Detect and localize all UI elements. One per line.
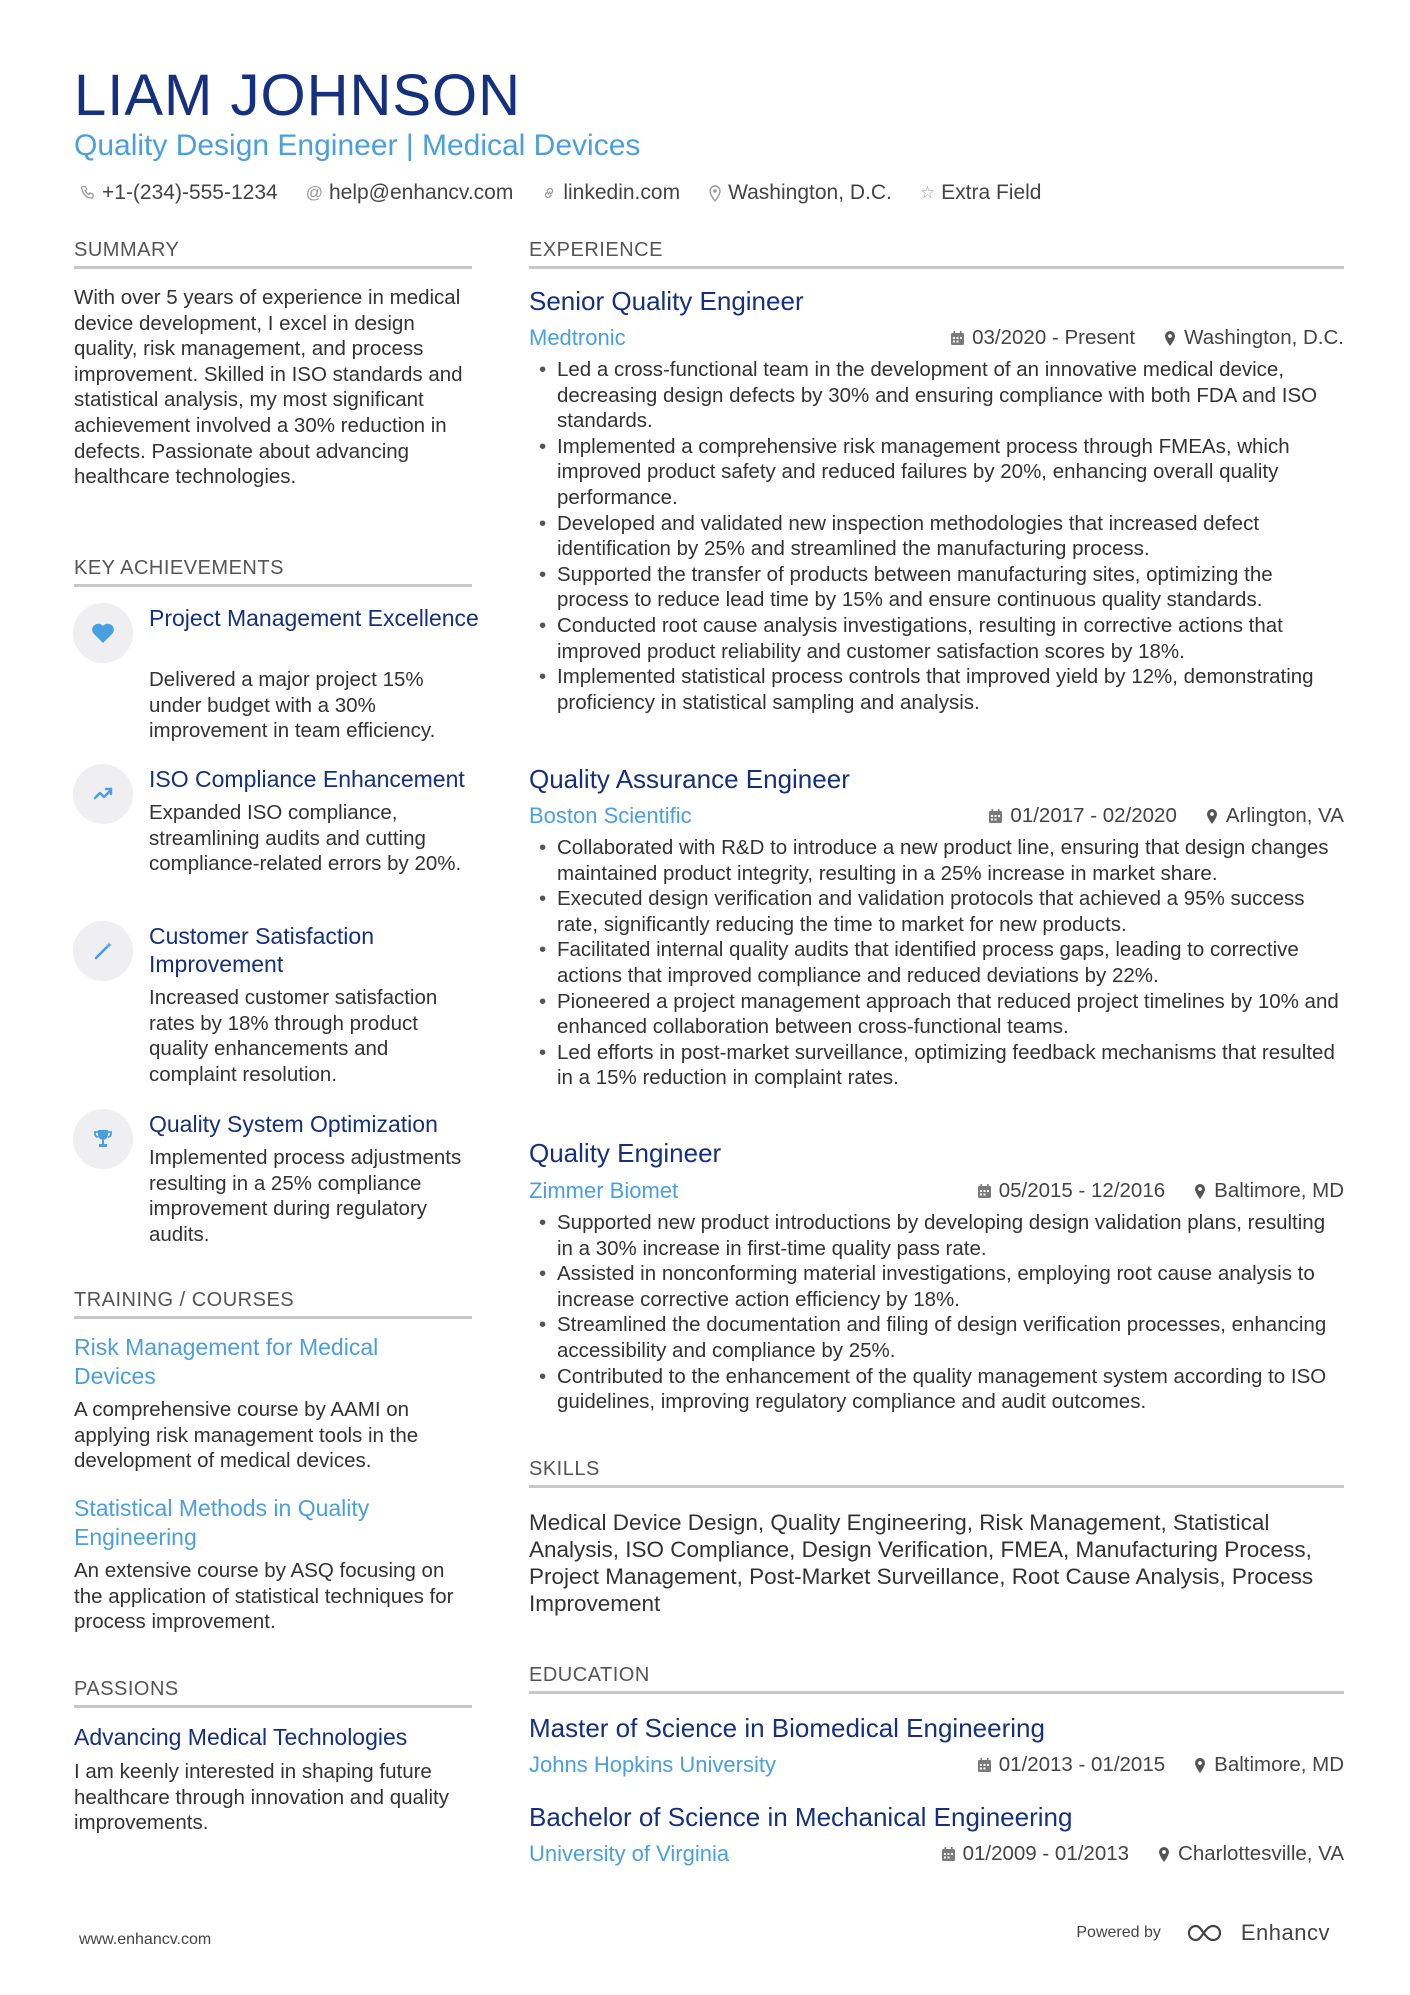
- job-company: Zimmer Biomet: [529, 1178, 679, 1203]
- candidate-headline: Quality Design Engineer | Medical Devices: [74, 129, 641, 162]
- education-dates: 01/2013 - 01/2015: [998, 1753, 1166, 1776]
- job-title: Senior Quality Engineer: [529, 286, 804, 316]
- education-location: Baltimore, MD: [1214, 1753, 1344, 1776]
- training-heading: TRAINING / COURSES: [74, 1289, 472, 1319]
- achievements-heading: KEY ACHIEVEMENTS: [74, 557, 472, 587]
- job-bullet: • Facilitated internal quality audits that identified process gaps, leading to corrective actions that improved compliance and reduced deviations by 22%.: [529, 937, 1339, 988]
- school-name: Johns Hopkins University: [529, 1752, 776, 1777]
- job-bullet: • Streamlined the documentation and filing of design verification processes, enhancing accessibility and compliance by 25%.: [529, 1312, 1339, 1363]
- calendar-icon: [988, 808, 1003, 824]
- trophy-icon: [73, 1109, 133, 1169]
- calendar-icon: [950, 330, 965, 346]
- star-icon: ☆: [919, 183, 936, 202]
- job-dates: 05/2015 - 12/2016: [998, 1179, 1166, 1202]
- skills-text: Medical Device Design, Quality Engineering, Risk Management, Statistical Analysis, ISO Compliance, Design Verification, FMEA, Manufacturing Process, Project Management, Post-Market Surveillance, Root Cause Analysis, Process Improvement: [529, 1510, 1314, 1616]
- achievement-title: Project Management Excellence: [149, 605, 479, 631]
- job-meta: [950, 324, 1344, 352]
- passions-heading: PASSIONS: [74, 1678, 472, 1708]
- job-bullet: • Assisted in nonconforming material investigations, employing root cause analysis to increase corrective action efficiency by 18%.: [529, 1261, 1339, 1312]
- job-dates: 01/2017 - 02/2020: [1010, 804, 1177, 827]
- candidate-name: LIAM JOHNSON: [74, 63, 522, 128]
- passion-desc: I am keenly interested in shaping future healthcare through innovation and quality improvements.: [74, 1760, 449, 1835]
- course-title: Statistical Methods in Quality Engineering: [74, 1495, 370, 1550]
- contact-location-text: Washington, D.C.: [728, 181, 892, 204]
- passion-title: Advancing Medical Technologies: [74, 1724, 408, 1750]
- location-icon: [1193, 1757, 1207, 1774]
- job-bullet: • Led a cross-functional team in the development of an innovative medical device, decreasing design defects by 30% and ensuring compliance with both FDA and ISO standards.: [529, 357, 1339, 434]
- enhancv-logo-icon: [1185, 1921, 1231, 1945]
- course-desc: A comprehensive course by AAMI on applying risk management tools in the development of medical devices.: [74, 1398, 419, 1473]
- job-bullet: • Conducted root cause analysis investigations, resulting in corrective actions that improved product reliability and customer satisfaction scores by 18%.: [529, 613, 1339, 664]
- job-meta: [977, 1177, 1344, 1205]
- trend-icon: [73, 764, 133, 824]
- job-dates: 03/2020 - Present: [972, 326, 1136, 349]
- location-icon: [708, 185, 722, 202]
- achievement-desc: Implemented process adjustments resulting in a 25% compliance improvement during regulatory audits.: [149, 1146, 462, 1246]
- job-bullets: [529, 1210, 1339, 1415]
- at-icon: @: [305, 183, 323, 202]
- location-icon: [1157, 1846, 1171, 1863]
- powered-by-text: Powered by: [1076, 1924, 1161, 1941]
- achievement-title: ISO Compliance Enhancement: [149, 766, 465, 792]
- contact-email[interactable]: [306, 181, 514, 205]
- location-icon: [1193, 1183, 1207, 1200]
- heart-icon: [73, 603, 133, 663]
- course-title: Risk Management for Medical Devices: [74, 1334, 379, 1389]
- job-bullets: [529, 835, 1339, 1091]
- education-dates: 01/2009 - 01/2013: [962, 1842, 1130, 1865]
- job-meta: [988, 802, 1344, 830]
- contact-extra: [920, 181, 1042, 205]
- degree-title: Master of Science in Biomedical Engineering: [529, 1713, 1045, 1743]
- job-bullet: • Pioneered a project management approach that reduced project timelines by 10% and enhanced collaboration between cross-functional teams.: [529, 989, 1339, 1040]
- job-bullet: • Executed design verification and validation protocols that achieved a 95% success rate, significantly reducing the time to market for new products.: [529, 886, 1339, 937]
- contact-phone[interactable]: [80, 181, 278, 205]
- job-bullets: [529, 357, 1339, 715]
- achievement-desc: Increased customer satisfaction rates by 18% through product quality enhancements and complaint resolution.: [149, 986, 438, 1086]
- brand-name: Enhancv: [1240, 1920, 1330, 1945]
- achievement-title: Customer Satisfaction Improvement: [149, 923, 374, 977]
- contact-bar: [80, 178, 1070, 208]
- job-bullet: • Supported the transfer of products between manufacturing sites, optimizing the process to reduce lead time by 15% and ensure continuous quality standards.: [529, 562, 1339, 613]
- degree-title: Bachelor of Science in Mechanical Engineering: [529, 1802, 1073, 1832]
- magic-wand-icon: [73, 921, 133, 981]
- contact-location: [708, 181, 892, 205]
- achievement-title: Quality System Optimization: [149, 1111, 438, 1137]
- footer-website[interactable]: www.enhancv.com: [79, 1931, 212, 1948]
- contact-linkedin-text: linkedin.com: [563, 181, 681, 204]
- location-icon: [1163, 330, 1177, 347]
- location-icon: [1205, 808, 1219, 825]
- education-meta: [977, 1751, 1344, 1779]
- calendar-icon: [977, 1183, 992, 1199]
- job-bullet: • Contributed to the enhancement of the quality management system according to ISO guidelines, improving regulatory compliance and audit outcomes.: [529, 1364, 1339, 1415]
- achievement-desc: Expanded ISO compliance, streamlining audits and cutting compliance-related errors by 20%.: [149, 801, 462, 876]
- education-location: Charlottesville, VA: [1178, 1842, 1344, 1865]
- skills-heading: SKILLS: [529, 1458, 1344, 1488]
- job-bullet: • Led efforts in post-market surveillance, optimizing feedback mechanisms that resulted in a 15% reduction in complaint rates.: [529, 1040, 1339, 1091]
- job-location: Washington, D.C.: [1184, 326, 1344, 349]
- job-bullet: • Developed and validated new inspection methodologies that increased defect identification by 25% and streamlined the manufacturing process.: [529, 511, 1339, 562]
- job-bullet: • Implemented a comprehensive risk management process through FMEAs, which improved product safety and reduced failures by 20%, enhancing overall quality performance.: [529, 434, 1339, 511]
- job-bullet: • Collaborated with R&D to introduce a new product line, ensuring that design changes maintained product integrity, resulting in a 25% increase in market share.: [529, 835, 1339, 886]
- job-company: Boston Scientific: [529, 803, 692, 828]
- contact-extra-text: Extra Field: [941, 181, 1042, 204]
- phone-icon: [80, 185, 96, 201]
- job-title: Quality Assurance Engineer: [529, 764, 850, 794]
- footer-branding: [1076, 1920, 1330, 1946]
- education-heading: EDUCATION: [529, 1664, 1344, 1694]
- summary-text: With over 5 years of experience in medical device development, I excel in design quality, risk management, and process improvement. Skilled in ISO standards and statistical analysis, my most significant achievement involved a 30% reduction in defects. Passionate about advancing healthcare technologies.: [74, 286, 463, 489]
- contact-linkedin[interactable]: [541, 181, 680, 205]
- link-icon: [541, 185, 557, 201]
- contact-phone-text: +1-(234)-555-1234: [102, 181, 278, 204]
- school-name: University of Virginia: [529, 1841, 730, 1866]
- course-desc: An extensive course by ASQ focusing on the application of statistical techniques for process improvement.: [74, 1559, 454, 1634]
- summary-heading: SUMMARY: [74, 239, 472, 269]
- calendar-icon: [941, 1846, 956, 1862]
- experience-heading: EXPERIENCE: [529, 239, 1344, 269]
- achievement-desc: Delivered a major project 15% under budget with a 30% improvement in team efficiency.: [149, 668, 436, 743]
- job-title: Quality Engineer: [529, 1138, 722, 1168]
- contact-email-text: help@enhancv.com: [328, 181, 514, 204]
- calendar-icon: [977, 1757, 992, 1773]
- job-company: Medtronic: [529, 325, 626, 350]
- job-location: Baltimore, MD: [1214, 1179, 1344, 1202]
- job-bullet: • Implemented statistical process controls that improved yield by 12%, demonstrating proficiency in statistical sampling and analysis.: [529, 664, 1339, 715]
- job-bullet: • Supported new product introductions by developing design validation plans, resulting in a 30% increase in first-time quality pass rate.: [529, 1210, 1339, 1261]
- job-location: Arlington, VA: [1225, 804, 1344, 827]
- education-meta: [941, 1840, 1344, 1868]
